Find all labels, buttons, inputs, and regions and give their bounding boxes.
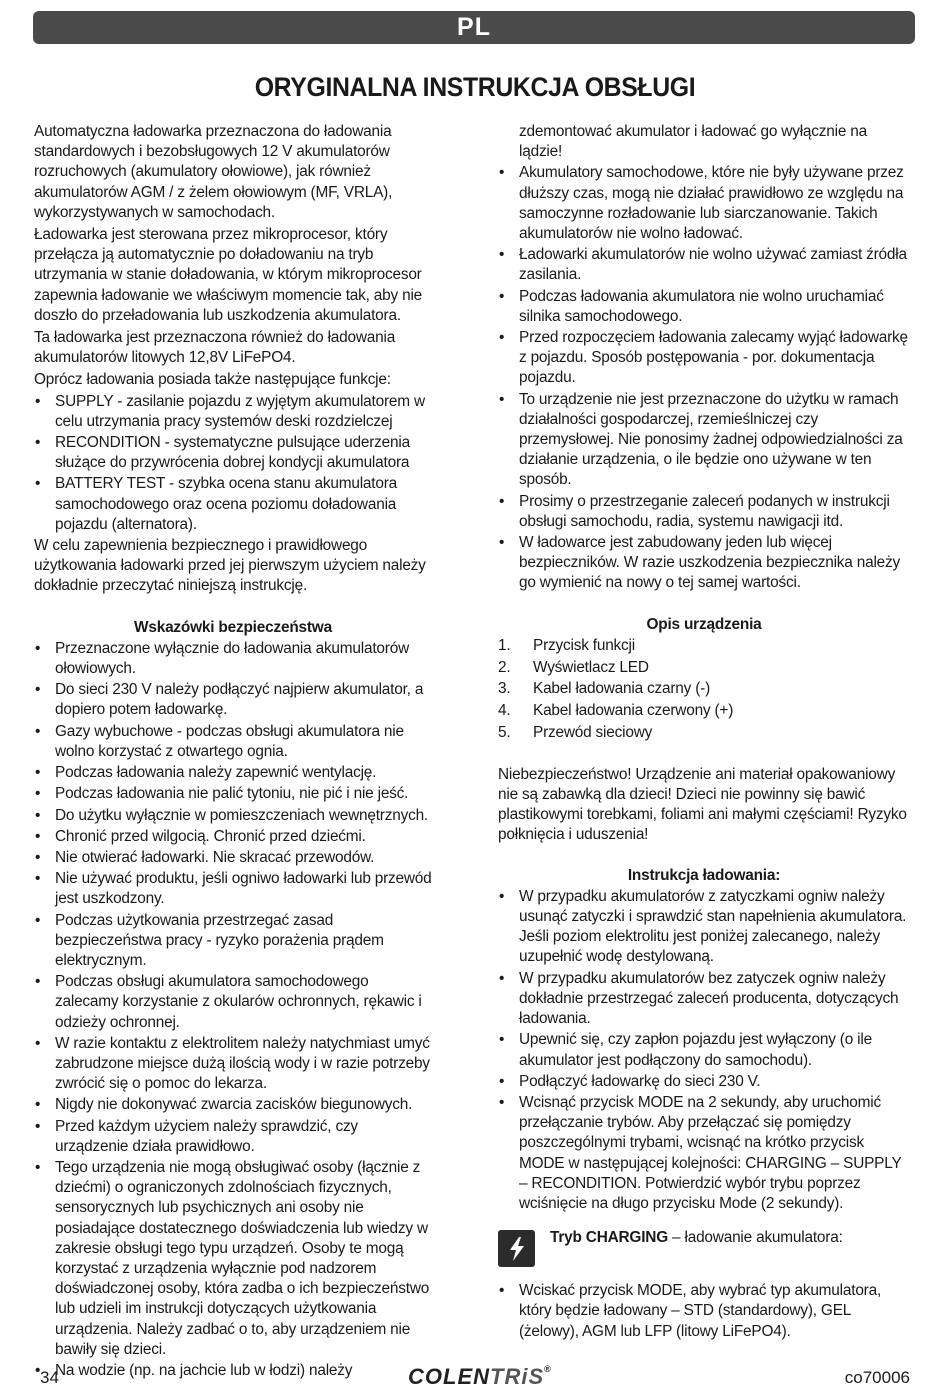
list-item: [498, 701, 910, 721]
item-number: 4.: [498, 702, 511, 720]
list-item: [498, 636, 910, 656]
list-item: • Tego urządzenia nie mogą obsługiwać osoby (łącznie z dziećmi) o ograniczonych zdolnościach fizycznych, sensorycznych lub psychicznych ani osoby nie posiadające dostatecznego doświadczenia lub wiedzy w zakresie obsługi tego typu urządzeń. Osoby te mogą korzystać z urządzenia wyłącznie pod nadzorem doświadczonej osoby, która zadba o ich bezpieczeństwo lub udzieli im instrukcji dotyczących użytkowania urządzenia. Należy zadbać o to, aby urządzeniem nie bawiły się dzieci.: [34, 1158, 432, 1360]
item-label: Kabel ładowania czarny (-): [533, 680, 711, 698]
item-number: 1.: [498, 636, 511, 654]
left-column: [34, 122, 432, 1382]
page-footer: [40, 1364, 910, 1388]
logo-text-a: COLEN: [408, 1364, 490, 1389]
list-item: • Podczas obsługi akumulatora samochodowego zalecamy korzystanie z okularów ochronnych, rękawic i odzieży ochronnej.: [34, 972, 432, 1033]
list-item: • W przypadku akumulatorów bez zatyczek ogniw należy dokładnie przestrzegać zaleceń producenta, dotyczących ładowania.: [498, 969, 910, 1030]
danger-warning: Niebezpieczeństwo! Urządzenie ani materiał opakowaniowy nie są zabawką dla dzieci! Dzieci nie powinny się bawić plastikowymi torebkami, foliami ani małymi częściami! Ryzyko połknięcia i uduszenia!: [498, 765, 907, 844]
device-parts-list: [498, 636, 910, 743]
list-item: [498, 679, 910, 699]
list-item: • W ładowarce jest zabudowany jeden lub więcej bezpieczników. W razie uszkodzenia bezpiecznika należy go wymienić na nowy o tej samej wartości.: [498, 533, 910, 594]
right-column: [498, 122, 910, 1343]
safety-list: [34, 639, 432, 1381]
safety-list-continued: [498, 163, 910, 593]
list-item: • Wciskać przycisk MODE, aby wybrać typ akumulatora, który będzie ładowany – STD (standardowy), GEL (żelowy), AGM lub LFP (litowy LiFePO4).: [498, 1281, 910, 1342]
brand-logo: [408, 1364, 552, 1390]
intro-paragraph: Ta ładowarka jest przeznaczona również do ładowania akumulatorów litowych 12,8V LiFePO4.: [34, 329, 396, 367]
list-item: • To urządzenie nie jest przeznaczone do użytku w ramach działalności gospodarczej, rzemieślniczej czy przemysłowej. Nie ponosimy żadnej odpowiedzialności za działanie urządzenia, o ile będzie ono używane w ten sposób.: [498, 390, 910, 491]
model-number: co70006: [844, 1368, 910, 1387]
list-item: • BATTERY TEST - szybka ocena stanu akumulatora samochodowego oraz ocena poziomu doładowania pojazdu (alternatora).: [34, 474, 432, 535]
intro-paragraph: Oprócz ładowania posiada także następujące funkcje:: [34, 371, 391, 389]
list-item: • W przypadku akumulatorów z zatyczkami ogniw należy usunąć zatyczki i sprawdzić stan napełnienia akumulatora. Jeśli poziom elektrolitu jest poniżej zalecanego, należy uzupełnić wodę destylowaną.: [498, 887, 910, 968]
item-number: 3.: [498, 680, 511, 698]
list-item: • Przed każdym użyciem należy sprawdzić, czy urządzenie działa prawidłowo.: [34, 1117, 432, 1157]
list-item: • W razie kontaktu z elektrolitem należy natychmiast umyć zabrudzone miejsce dużą ilością wody i w razie potrzeby zwrócić się o pomoc do lekarza.: [34, 1034, 432, 1095]
logo-text-b: TRiS: [490, 1364, 545, 1389]
device-heading: Opis urządzenia: [646, 615, 762, 633]
page-title: ORYGINALNA INSTRUKCJA OBSŁUGI: [254, 72, 696, 102]
list-item: • Nie używać produktu, jeśli ogniwo ładowarki lub przewód jest uszkodzony.: [34, 869, 432, 909]
language-code: PL: [457, 13, 491, 41]
list-item: • RECONDITION - systematyczne pulsujące uderzenia służące do przywrócenia dobrej kondycji akumulatora: [34, 433, 432, 473]
list-item: • Ładowarki akumulatorów nie wolno używać zamiast źródła zasilania.: [498, 245, 910, 285]
list-item: • Nie otwierać ładowarki. Nie skracać przewodów.: [34, 848, 432, 868]
mode-name: Tryb CHARGING: [550, 1229, 668, 1247]
list-item: • Nigdy nie dokonywać zwarcia zacisków biegunowych.: [34, 1095, 432, 1115]
list-item: • Podłączyć ładowarkę do sieci 230 V.: [498, 1072, 910, 1092]
charging-steps-list: [498, 887, 910, 1214]
item-number: 5.: [498, 724, 511, 742]
item-label: Wyświetlacz LED: [533, 658, 649, 676]
item-label: Przycisk funkcji: [533, 636, 635, 654]
list-item: [498, 723, 910, 743]
list-item: • Do użytku wyłącznie w pomieszczeniach wewnętrznych.: [34, 806, 432, 826]
mode-steps-list: [498, 1281, 910, 1342]
mode-description: – ładowanie akumulatora:: [667, 1229, 843, 1247]
page-number: 34: [40, 1368, 59, 1387]
item-label: Kabel ładowania czerwony (+): [533, 702, 734, 720]
list-item: • Przed rozpoczęciem ładowania zalecamy wyjąć ładowarkę z pojazdu. Sposób postępowania - por. dokumentacja pojazdu.: [498, 328, 910, 389]
safety-heading: Wskazówki bezpieczeństwa: [134, 618, 332, 636]
functions-list: [34, 392, 432, 535]
list-item: • Podczas ładowania akumulatora nie wolno uruchamiać silnika samochodowego.: [498, 287, 910, 327]
lightning-bolt-icon: [498, 1230, 535, 1267]
list-item: • SUPPLY - zasilanie pojazdu z wyjętym akumulatorem w celu utrzymania pracy systemów deski rozdzielczej: [34, 392, 432, 432]
item-number: 2.: [498, 658, 511, 676]
intro-paragraph: Ładowarka jest sterowana przez mikroprocesor, który przełącza ją automatycznie po doładowaniu na tryb utrzymania w stanie doładowania, w którym mikroprocesor zapewnia ładowanie we właściwym momencie tak, aby nie doszło do przeładowania lub uszkodzenia akumulatora.: [34, 226, 423, 324]
language-banner: [33, 11, 915, 44]
list-item: • Wcisnąć przycisk MODE na 2 sekundy, aby uruchomić przełączanie trybów. Aby przełączać się pomiędzy poszczególnymi trybami, wcisnąć na krótko przycisk MODE w następującej kolejności: CHARGING – SUPPLY – RECONDITION. Potwierdzić wybór trybu poprzez wciśnięcie na długo przycisku Mode (2 sekundy).: [498, 1093, 910, 1214]
list-item: • Na wodzie (np. na jachcie lub w łodzi) należy: [34, 1361, 432, 1381]
charging-heading: Instrukcja ładowania:: [627, 866, 781, 884]
mode-title: [550, 1228, 843, 1248]
list-item: • Podczas ładowania nie palić tytoniu, nie pić i nie jeść.: [34, 784, 432, 804]
intro-paragraph: Automatyczna ładowarka przeznaczona do ładowania standardowych i bezobsługowych 12 V akumulatorów rozruchowych (akumulatory ołowiowe), jak również akumulatorów AGM / z żelem ołowiowym (MF, VRLA), wykorzystywanych w samochodach.: [34, 123, 393, 221]
closing-paragraph: W celu zapewnienia bezpiecznego i prawidłowego użytkowania ładowarki przed jej pierwszym użyciem należy dokładnie przeczytać niniejszą instrukcję.: [34, 537, 426, 595]
list-item: • Chronić przed wilgocią. Chronić przed dziećmi.: [34, 827, 432, 847]
list-item: • Podczas użytkowania przestrzegać zasad bezpieczeństwa pracy - ryzyko porażenia prądem elektrycznym.: [34, 911, 432, 972]
continuation-text: zdemontować akumulator i ładować go wyłącznie na lądzie!: [519, 123, 867, 161]
list-item: • Prosimy o przestrzeganie zaleceń podanych w instrukcji obsługi samochodu, radia, systemu nawigacji itd.: [498, 492, 910, 532]
charging-mode-row: [498, 1228, 910, 1267]
list-item: • Akumulatory samochodowe, które nie były używane przez dłuższy czas, mogą nie działać prawidłowo ze względu na samoczynne rozładowanie lub siarczanowanie. Takich akumulatorów nie wolno ładować.: [498, 163, 910, 244]
list-item: • Podczas ładowania należy zapewnić wentylację.: [34, 763, 432, 783]
list-item: • Przeznaczone wyłącznie do ładowania akumulatorów ołowiowych.: [34, 639, 432, 679]
item-label: Przewód sieciowy: [533, 724, 653, 742]
list-item: • Do sieci 230 V należy podłączyć najpierw akumulator, a dopiero potem ładowarkę.: [34, 680, 432, 720]
list-item: • Gazy wybuchowe - podczas obsługi akumulatora nie wolno korzystać z otwartego ognia.: [34, 722, 432, 762]
registered-mark: ®: [544, 1364, 552, 1374]
list-item: [498, 658, 910, 678]
list-item: • Upewnić się, czy zapłon pojazdu jest wyłączony (o ile akumulator jest podłączony do samochodu).: [498, 1030, 910, 1070]
